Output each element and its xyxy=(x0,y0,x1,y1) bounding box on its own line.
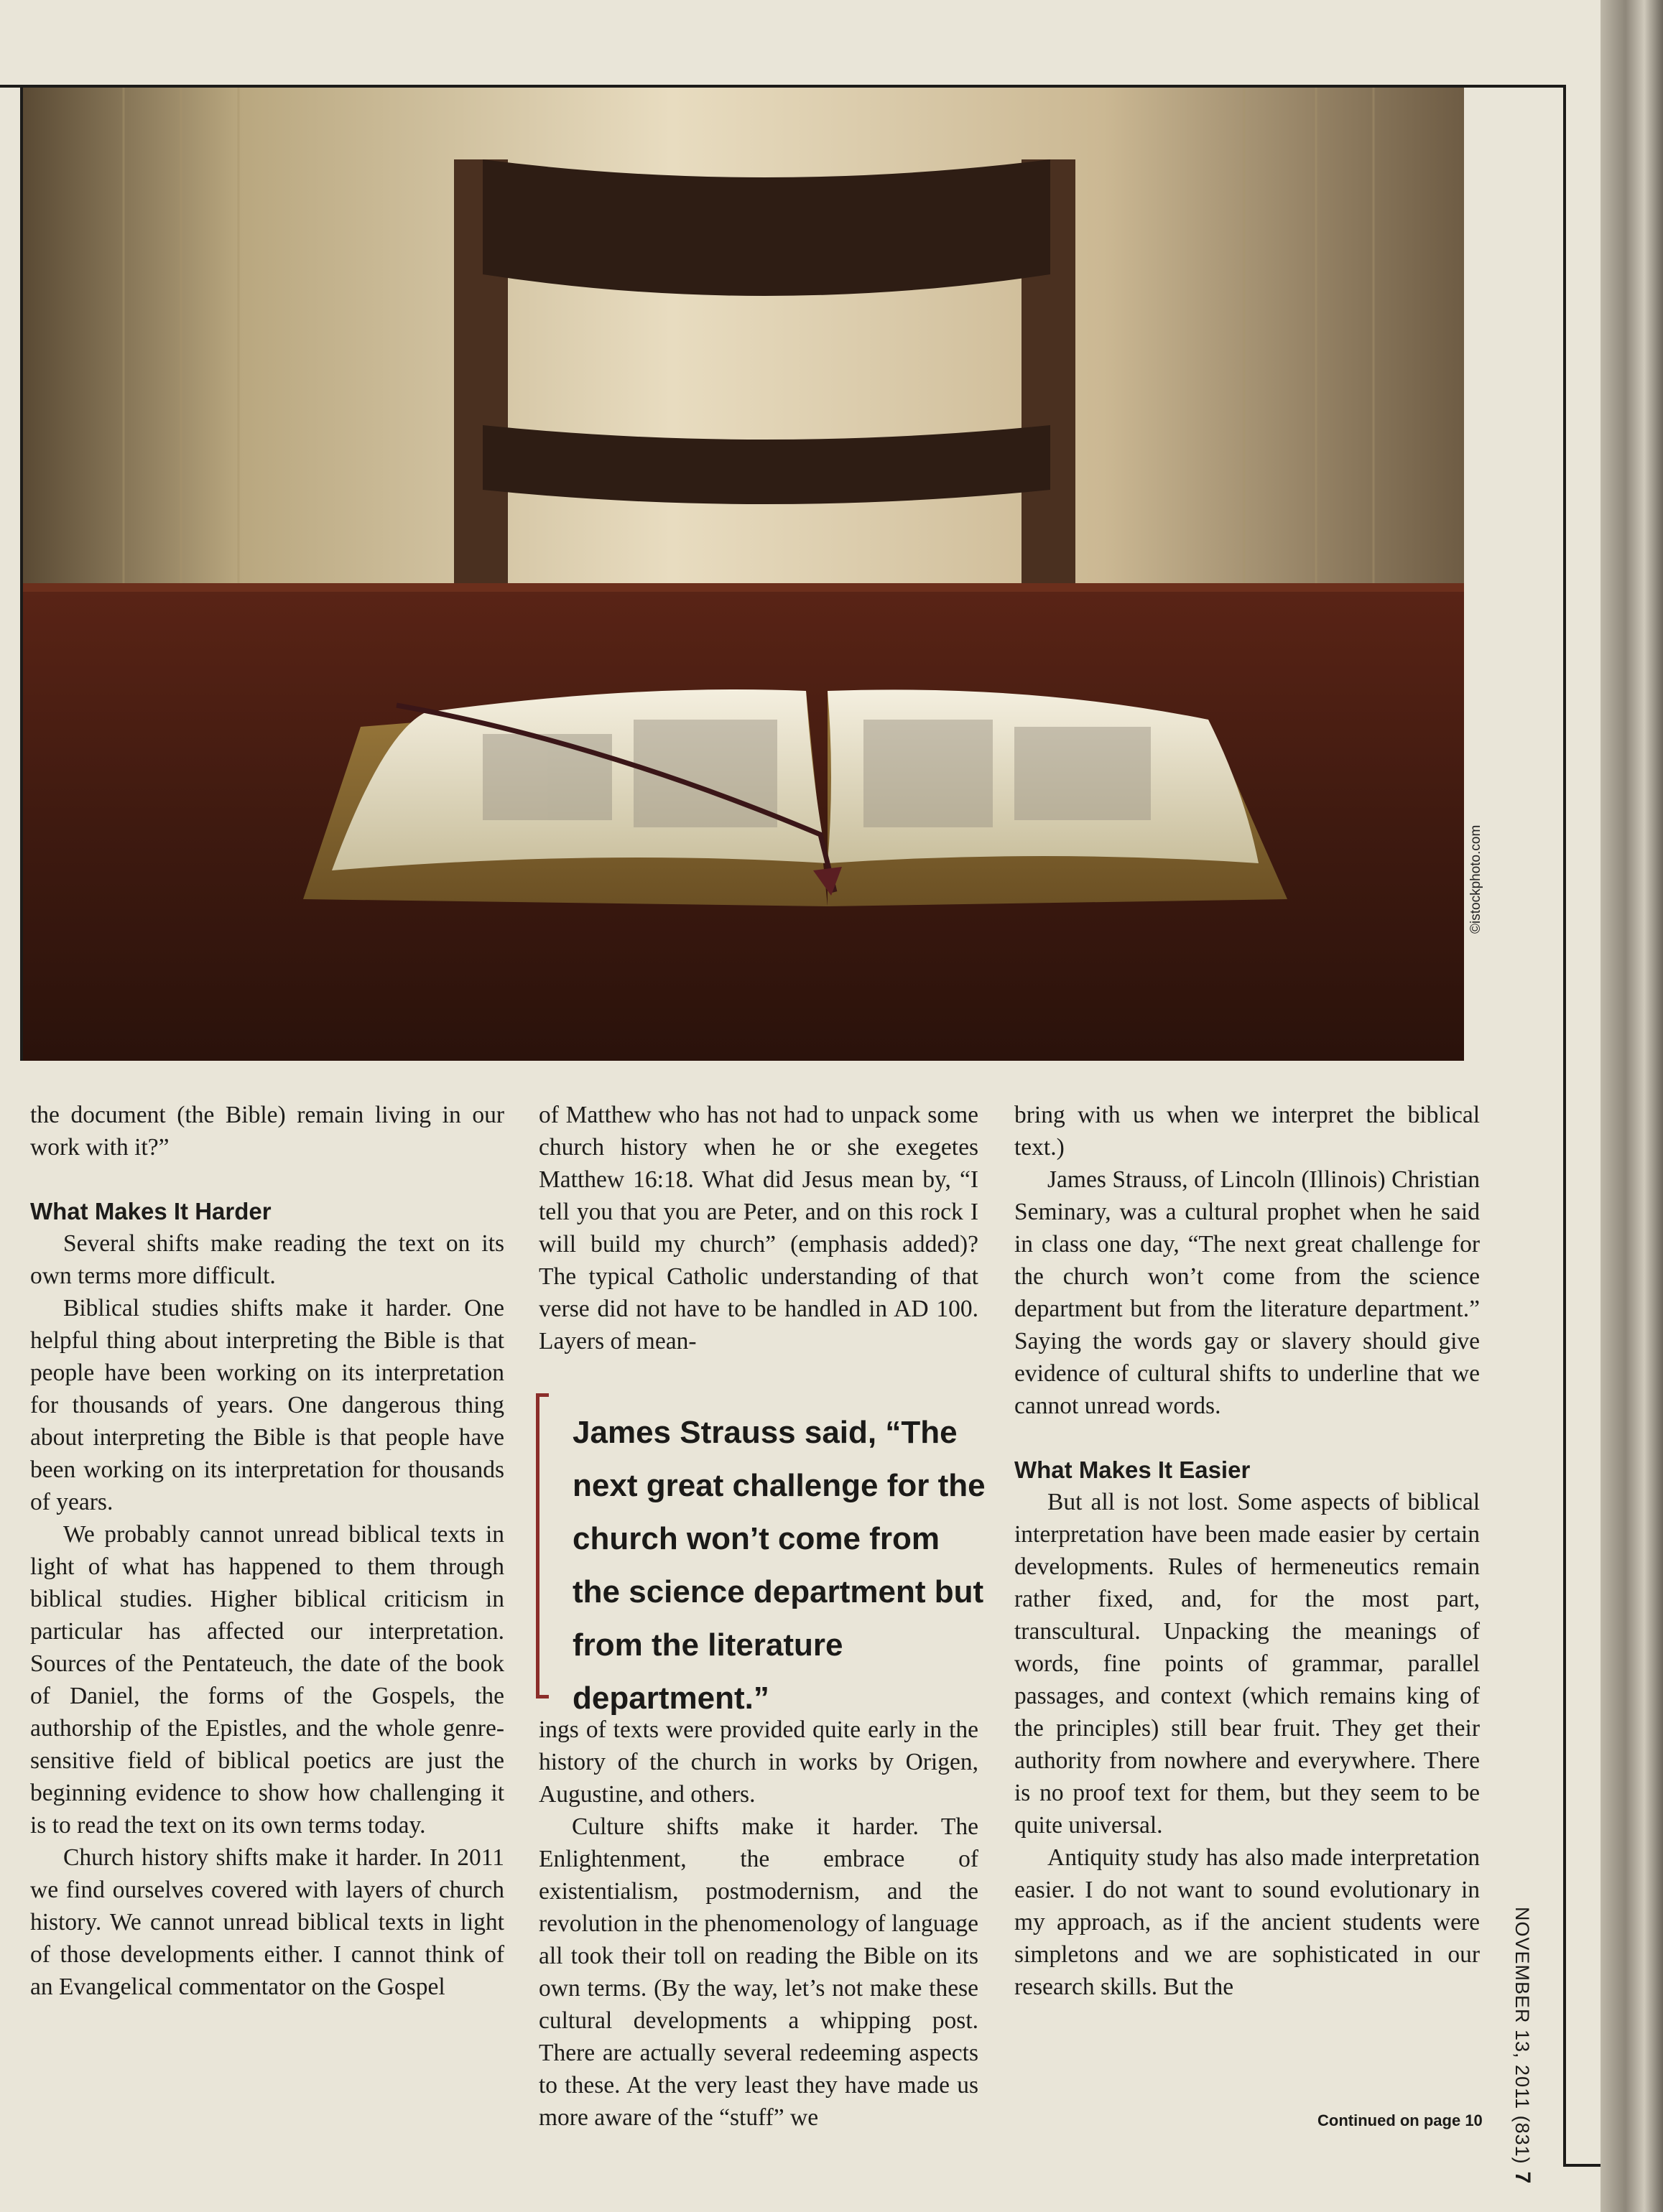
paragraph: We probably cannot unread biblical texts in light of what has happened to them through biblical studies. Higher biblical criticism in particular has affected our interpretation. Sources of the Pentateuch, the date of the book of Daniel, the forms of the Gospels, the authorship of the Epistles, and the whole genre-sensitive field of biblical poetics are just the beginning evidence to show how challenging it is to read the text on its own terms today. xyxy=(30,1521,504,1839)
paragraph: Church history shifts make it harder. In 2011 we find ourselves covered with layers of church history. We cannot unread biblical texts in light of those developments either. I cannot think of an Evangelical commentator on the Gospel xyxy=(30,1844,504,2000)
paragraph: Biblical studies shifts make it harder. One helpful thing about interpreting the Bible is that people have been working on its interpretation for thousands of years. One dangerous thing about interpreting the Bible is that people have been working on its interpretation for thousands of years. xyxy=(30,1295,504,1515)
paragraph: Several shifts make reading the text on its own terms more difficult. xyxy=(30,1230,504,1289)
paragraph: Culture shifts make it harder. The Enlightenment, the embrace of existentialism, postmodernism, and the revolution in the phenomenology of language all took their toll on reading the Bible on its own terms. (By the way, let’s not make these cultural developments a whipping post. There are actually several redeeming aspects to these. At the very least they have made us more aware of the “stuff” we xyxy=(539,1813,978,2131)
article-column-2-continued xyxy=(539,1714,978,2134)
frame-bottom-rule xyxy=(1563,2164,1601,2167)
paragraph: But all is not lost. Some aspects of biblical interpretation have been made easier by certain developments. Rules of hermeneutics remain rather fixed, and, for the most part, transcultural. Unpacking the meanings of words, fine points of grammar, parallel passages, and context (which remains king of the principles) still bear fruit. They get their authority from nowhere and everywhere. There is no proof text for them, but they seem to be quite universal. xyxy=(1014,1489,1480,1839)
paragraph: James Strauss, of Lincoln (Illinois) Christian Seminary, was a cultural prophet when he said in class one day, “The next great challenge for the church won’t come from the science department but from the literature department.” Saying the words gay or slavery should give evidence of cultural shifts to underline that we cannot unread words. xyxy=(1014,1166,1480,1419)
pull-quote-text: James Strauss said, “The next great challenge for the church won’t come from the science department but from the literature department.” xyxy=(573,1415,986,1716)
page-folio xyxy=(1510,1907,1534,2184)
article-column-2 xyxy=(539,1099,978,1357)
photo-credit: ©istockphoto.com xyxy=(1468,824,1483,934)
paragraph: of Matthew who has not had to unpack some church history when he or she exegetes Matthew 16:18. What did Jesus mean by, “I tell you that you are Peter, and on this rock I will build my church” (emphasis added)? The typical Catholic understanding of that verse did not have to be handled in AD 100. Layers of mean- xyxy=(539,1102,978,1354)
paragraph: ings of texts were provided quite early in the history of the church in works by Origen, Augustine, and others. xyxy=(539,1716,978,1808)
next-page-edge xyxy=(1601,0,1663,2212)
paragraph: bring with us when we interpret the biblical text.) xyxy=(1014,1102,1480,1161)
folio-date: NOVEMBER 13, 2011 (831) xyxy=(1511,1907,1533,2165)
paragraph: Antiquity study has also made interpretation easier. I do not want to sound evolutionary in my approach, as if the ancient students were simpletons and we are sophisticated in our research skills. But the xyxy=(1014,1844,1480,2000)
paragraph: the document (the Bible) remain living in our work with it?” xyxy=(30,1102,504,1161)
section-heading-harder: What Makes It Harder xyxy=(30,1198,272,1224)
page-number: 7 xyxy=(1511,2171,1534,2185)
continued-on-link[interactable]: Continued on page 10 xyxy=(1317,2111,1483,2129)
article-column-1 xyxy=(30,1099,504,2003)
article-column-3 xyxy=(1014,1099,1480,2003)
frame-right-rule xyxy=(1563,85,1566,2164)
section-heading-easier: What Makes It Easier xyxy=(1014,1456,1251,1483)
bible-on-table-photo xyxy=(23,88,1464,1061)
pull-quote xyxy=(536,1393,986,1716)
